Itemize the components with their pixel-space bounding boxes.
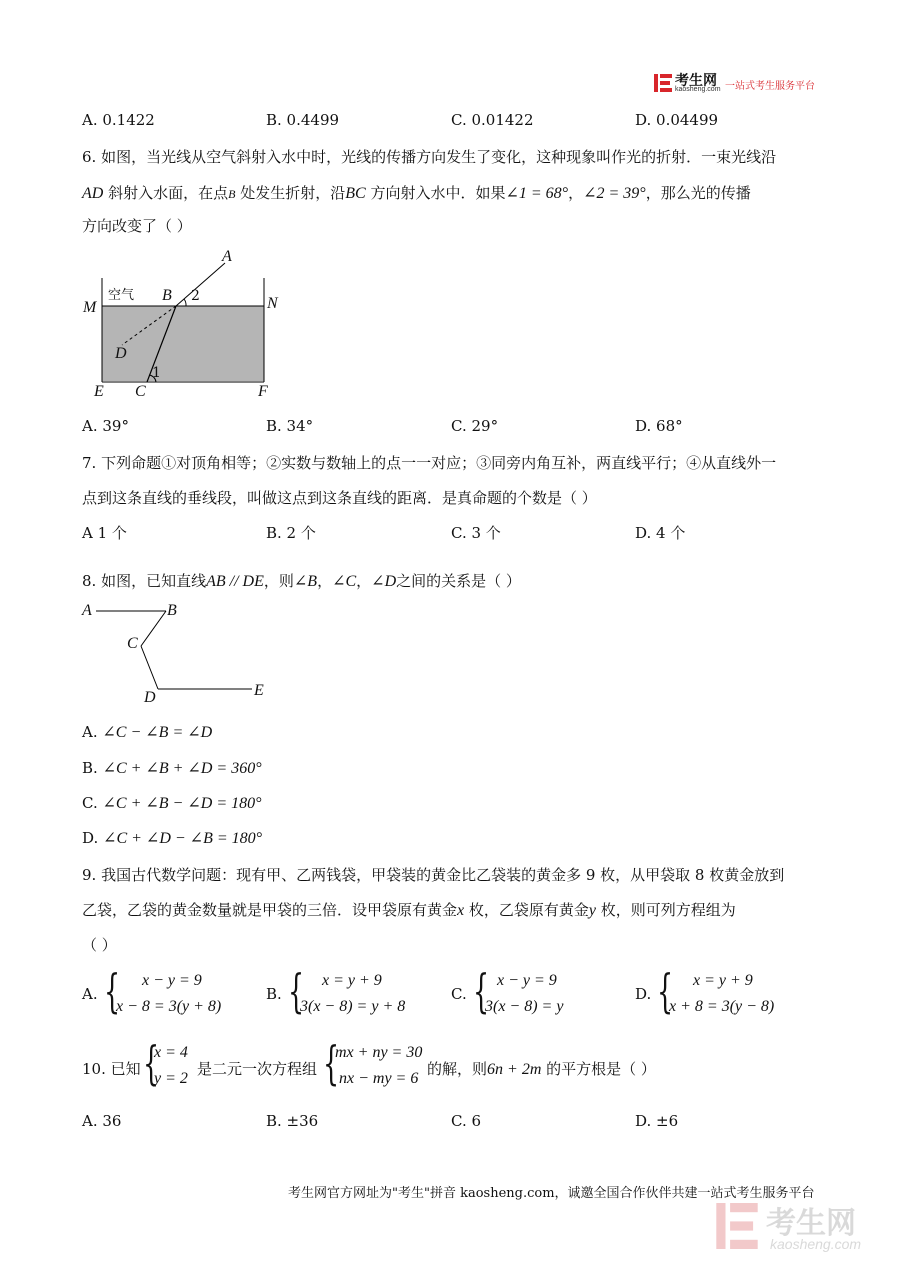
- q5-option-a: A. 0.1422: [82, 111, 155, 129]
- logo-slogan: 一站式考生服务平台: [725, 81, 815, 92]
- fig8-label-d: D: [144, 689, 156, 706]
- q7-line1: 7. 下列命题①对顶角相等；②实数与数轴上的点一一对应；③同旁内角互补，两直线平行；④从直线外一: [82, 454, 777, 472]
- fig6-label-1: 1: [152, 365, 161, 381]
- q9-line1: 9. 我国古代数学问题：现有甲、乙两钱袋，甲袋装的黄金比乙袋装的黄金多 9 枚，从甲袋取 8 枚黄金放到: [82, 866, 785, 884]
- q8-option-b: B. ∠C + ∠B + ∠D = 360°: [82, 759, 262, 777]
- fig6-label-n: N: [267, 295, 278, 312]
- q6-line3: 方向改变了（ ）: [82, 217, 192, 235]
- parallel-lines-diagram: [80, 600, 280, 705]
- q9-line3: （ ）: [82, 936, 117, 954]
- ray-ab: [176, 263, 225, 306]
- brace: {: [323, 1036, 340, 1090]
- q6-option-d: D. 68°: [635, 417, 683, 435]
- footer-text: 考生网官方网址为"考生"拼音 kaosheng.com，诚邀全国合作伙伴共建一站式考生服务平台: [288, 1186, 815, 1201]
- q6-figure: [80, 245, 300, 405]
- q10-suffix: 的解，则6n + 2m 的平方根是（ ）: [427, 1060, 656, 1078]
- q9-option-b: B. { x = y + 9 3(x − 8) = y + 8: [266, 964, 406, 1018]
- segment-bc: [141, 611, 166, 646]
- fig6-label-f: F: [258, 383, 268, 400]
- q6-line2: AD 斜射入水面，在点B 处发生折射，沿BC 方向射入水中．如果∠1 = 68°，∠2 = 39°，那么光的传播: [82, 184, 751, 202]
- q10-option-b: B. ±36: [266, 1112, 319, 1130]
- q10-sys1-eq2: y = 2: [154, 1070, 188, 1087]
- q7-option-d: D. 4 个: [635, 524, 686, 542]
- q8-option-c: C. ∠C + ∠B − ∠D = 180°: [82, 794, 262, 812]
- water-region: [102, 306, 264, 381]
- fig6-label-b: B: [162, 287, 172, 304]
- q10-prefix: 10. 已知: [82, 1060, 141, 1078]
- q7-line2: 点到这条直线的垂线段，叫做这点到这条直线的距离．是真命题的个数是（ ）: [82, 489, 597, 507]
- q10-sys2-eq2: nx − my = 6: [339, 1070, 419, 1087]
- logo-mark-icon: [653, 73, 673, 93]
- header-logo: [653, 72, 818, 96]
- angle-2-arc: [184, 299, 186, 306]
- q10-mid: 是二元一次方程组: [197, 1060, 318, 1078]
- q9-option-c: C. { x − y = 9 3(x − 8) = y: [451, 964, 564, 1018]
- q7-option-a: A 1 个: [82, 524, 127, 542]
- segment-cd: [141, 646, 158, 689]
- q10-sys1-eq1: x = 4: [154, 1044, 188, 1061]
- watermark-logo-icon: [714, 1200, 760, 1252]
- q9-line2: 乙袋，乙袋的黄金数量就是甲袋的三倍．设甲袋原有黄金x 枚，乙袋原有黄金y 枚，则可列方程组为: [82, 901, 736, 919]
- q9-option-d: D. { x = y + 9 x + 8 = 3(y − 8): [635, 964, 775, 1018]
- fig6-label-c: C: [135, 383, 146, 400]
- fig6-label-d: D: [115, 345, 127, 362]
- q6-option-a: A. 39°: [82, 417, 129, 435]
- q8-option-d: D. ∠C + ∠D − ∠B = 180°: [82, 829, 263, 847]
- q7-option-c: C. 3 个: [451, 524, 501, 542]
- watermark-en: kaosheng.com: [770, 1236, 862, 1252]
- watermark-cn: 考生网: [766, 1207, 856, 1240]
- logo-text: 考生网: [675, 72, 717, 88]
- q6-option-c: C. 29°: [451, 417, 499, 435]
- q8-stem: 8. 如图，已知直线AB // DE，则∠B，∠C，∠D之间的关系是（ ）: [82, 572, 521, 590]
- brace: {: [143, 1036, 160, 1090]
- q8-figure: [80, 600, 280, 705]
- q5-option-c: C. 0.01422: [451, 111, 534, 129]
- brace: {: [657, 964, 674, 1018]
- refraction-diagram: [80, 245, 300, 405]
- fig8-label-b: B: [167, 602, 177, 619]
- q8-option-a: A. ∠C − ∠B = ∠D: [82, 723, 213, 741]
- brace: {: [473, 964, 490, 1018]
- q9-option-a: A. { x − y = 9 x − 8 = 3(y + 8): [82, 964, 222, 1018]
- fig6-label-a: A: [222, 248, 232, 265]
- q10-sys2-eq1: mx + ny = 30: [335, 1044, 423, 1061]
- q5-option-d: D. 0.04499: [635, 111, 719, 129]
- brace: {: [288, 964, 305, 1018]
- q6-option-b: B. 34°: [266, 417, 314, 435]
- fig6-label-e: E: [94, 383, 104, 400]
- fig8-label-a: A: [82, 602, 92, 619]
- q7-option-b: B. 2 个: [266, 524, 316, 542]
- q10-option-d: D. ±6: [635, 1112, 679, 1130]
- q5-option-b: B. 0.4499: [266, 111, 340, 129]
- fig6-label-2: 2: [191, 288, 200, 304]
- fig8-label-e: E: [254, 682, 264, 699]
- q10-option-a: A. 36: [82, 1112, 122, 1130]
- q10-option-c: C. 6: [451, 1112, 482, 1130]
- fig6-label-air: 空气: [108, 288, 135, 303]
- fig6-label-m: M: [83, 299, 97, 316]
- brace: {: [104, 964, 121, 1018]
- fig8-label-c: C: [127, 635, 138, 652]
- footer-watermark: [714, 1198, 884, 1258]
- q6-line1: 6. 如图，当光线从空气斜射入水中时，光线的传播方向发生了变化，这种现象叫作光的折射．一束光线沿: [82, 148, 777, 166]
- logo-domain: kaosheng.com: [675, 86, 721, 93]
